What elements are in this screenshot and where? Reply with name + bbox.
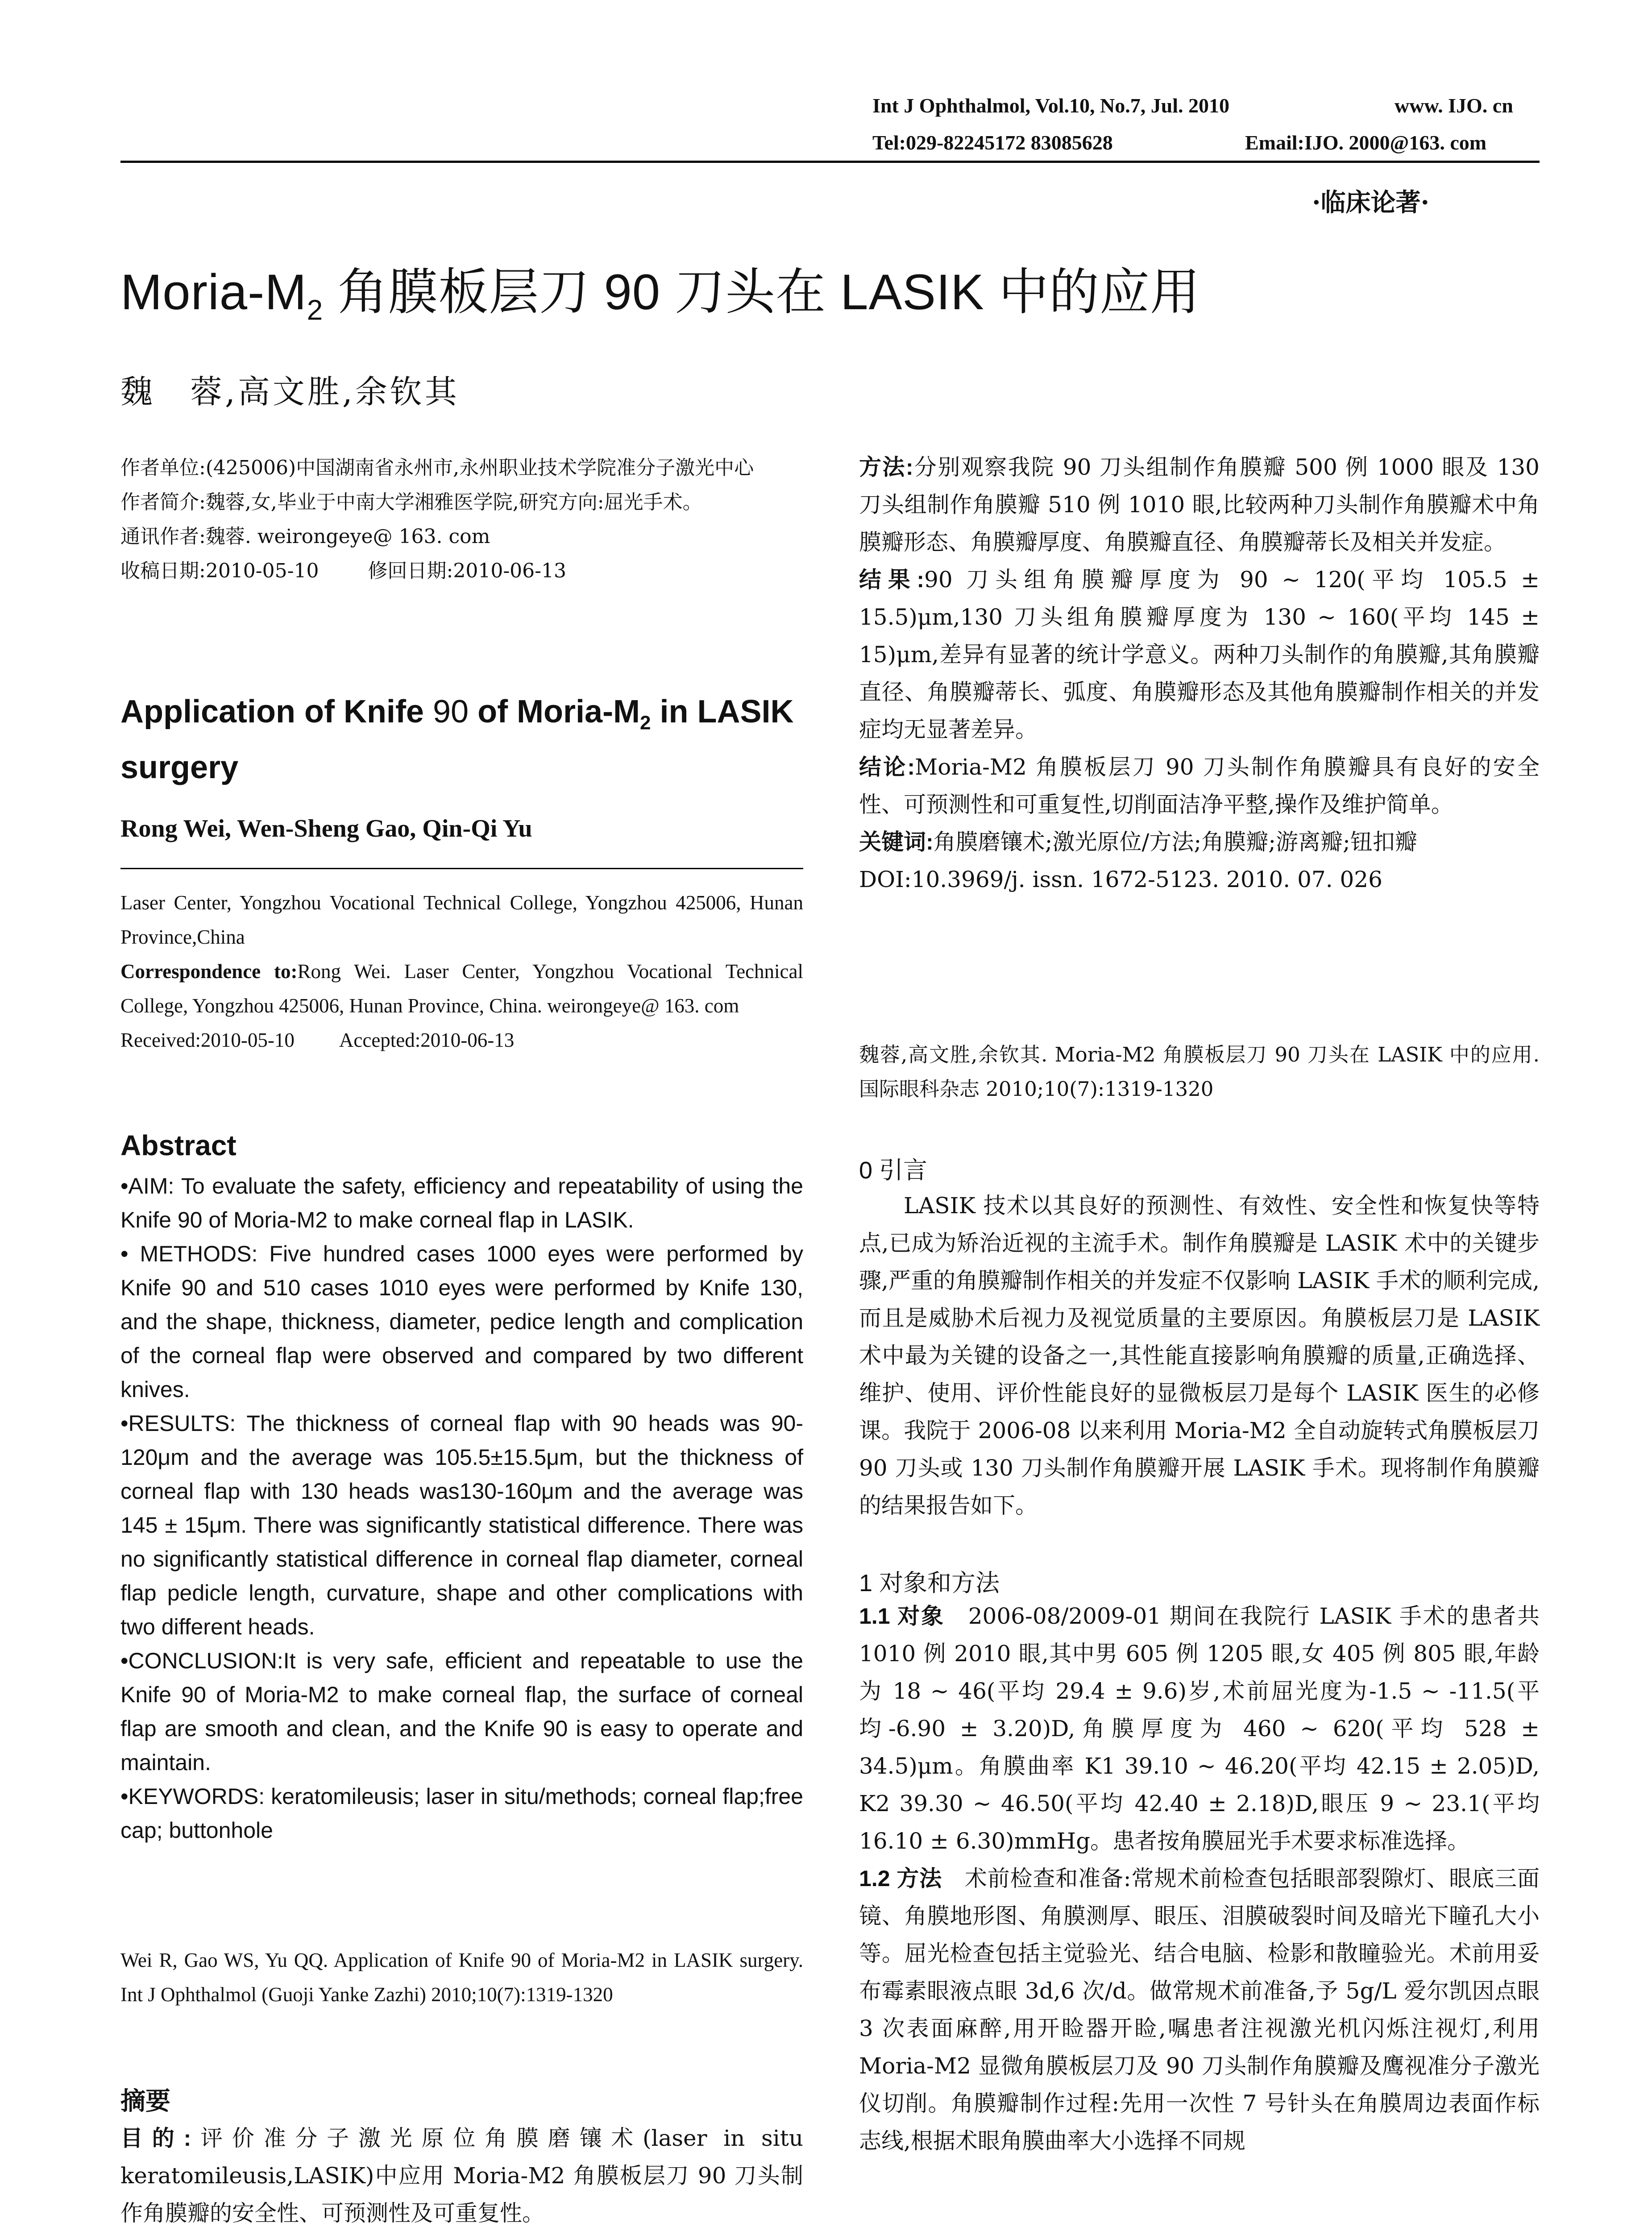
cn-aim-label: 目的: [120, 2126, 191, 2151]
journal-header-line: Int J Ophthalmol, Vol.10, No.7, Jul. 2010 [872, 94, 1230, 117]
section1-1-label: 1.1 对象 [859, 1604, 945, 1629]
en-affiliation: Laser Center, Yongzhou Vocational Technical College, Yongzhou 425006, Hunan Province,China [120, 892, 803, 948]
abstract-keywords-text: keratomileusis; laser in situ/methods; corneal flap;free cap; buttonhole [120, 1784, 803, 1843]
abstract-results: •RESULTS: The thickness of corneal flap with 90 heads was 90-120μm and the average was 105.5±15.5μm, but the thickness of corneal flap with 130 heads was130-160μm and the average was 145 ± 15μm. There was significantly statistical difference. There was no significantly statistical difference in corneal flap diameter, corneal flap pedicle length, curvature, shape and other complications with two different heads. [120, 1411, 803, 1639]
cn-keywords-text: 角膜磨镶术;激光原位/方法;角膜瓣;游离瓣;钮扣瓣 [933, 829, 1417, 855]
section1-1-paragraph [859, 1597, 1540, 1860]
cn-citation-text: 魏蓉,高文胜,余钦其. Moria-M2 角膜板层刀 90 刀头在 LASIK 中的应用. 国际眼科杂志 2010;10(7):1319-1320 [859, 1043, 1540, 1101]
journal-website: www. IJO. cn [1395, 94, 1513, 117]
cn-abstract-aim [120, 2119, 803, 2231]
cn-citation [859, 1037, 1540, 1106]
english-abstract [120, 1169, 803, 1847]
revised-date-cn: 修回日期:2010-06-13 [368, 560, 567, 582]
en-received-date: Received:2010-05-10 [120, 1029, 295, 1051]
en-title-part1: Application of Knife [120, 694, 424, 730]
author-info-cn [120, 451, 803, 588]
received-date-cn: 收稿日期:2010-05-10 [120, 560, 319, 582]
title-subscript: 2 [307, 294, 324, 326]
title-rest: 角膜板层刀 90 刀头在 LASIK 中的应用 [323, 264, 1200, 320]
cn-keywords-label: 关键词: [859, 829, 934, 854]
correspondence-cn: 通讯作者:魏蓉. weirongeye@ 163. com [120, 525, 490, 548]
cn-conclusion-text: Moria-M2 角膜板层刀 90 刀头制作角膜瓣具有良好的安全性、可预测性和可重复性,切削面洁净平整,操作及维护简单。 [859, 754, 1540, 817]
abstract-conclusion: •CONCLUSION:It is very safe, efficient and repeatable to use the Knife 90 of Moria-M2 to make corneal flap, the surface of corneal flap are smooth and clean, and the Knife 90 is easy to operate and maintain. [120, 1648, 803, 1775]
header-rule [120, 161, 1540, 163]
journal-tel: Tel:029-82245172 83085628 [872, 131, 1113, 154]
abstract-keywords-label: •KEYWORDS: [120, 1784, 265, 1809]
article-category: ·临床论著· [1312, 188, 1429, 217]
journal-email: Email:IJO. 2000@163. com [1245, 131, 1487, 154]
en-correspondence-label: Correspondence to: [120, 960, 298, 983]
section1-2-paragraph [859, 1860, 1540, 2160]
abstract-methods: • METHODS: Five hundred cases 1000 eyes were performed by Knife 90 and 510 cases 1010 eyes were performed by Knife 130, and the shape, thickness, diameter, pedice length and complication of the corneal flap were observed and compared by two different knives. [120, 1241, 803, 1402]
dates-cn [120, 554, 803, 588]
english-citation [120, 1943, 803, 2012]
cn-method-label: 方法: [859, 455, 913, 480]
en-title-part2: of Moria-M [477, 694, 640, 730]
section1-2-text: 术前检查和准备:常规术前检查包括眼部裂隙灯、眼底三面镜、角膜地形图、角膜测厚、眼压、泪膜破裂时间及暗光下瞳孔大小等。屈光检查包括主觉验光、结合电脑、检影和散瞳验光。术前用妥布霉素眼液点眼 3d,6 次/d。做常规术前准备,予 5g/L 爱尔凯因点眼 3 次表面麻醉,用开睑器开睑,嘱患者注视激光机闪烁注视灯,利用 Moria-M2 显微角膜板层刀及 90 刀头制作角膜瓣及鹰视准分子激光仪切削。角膜瓣制作过程:先用一次性 7 号针头在角膜周边表面作标志线,根据术眼角膜曲率大小选择不同规 [859, 1866, 1540, 2154]
abstract-keywords [120, 1779, 803, 1847]
abstract-aim: •AIM: To evaluate the safety, efficiency and repeatability of using the Knife 90 of Moria-M2 to make corneal flap in LASIK. [120, 1174, 803, 1232]
cn-conclusion-label: 结论: [859, 755, 915, 780]
en-correspondence [120, 954, 803, 1023]
cn-result-label: 结果: [859, 567, 925, 592]
en-accepted-date: Accepted:2010-06-13 [339, 1029, 515, 1051]
affiliation-cn: 作者单位:(425006)中国湖南省永州市,永州职业技术学院准分子激光中心 [120, 456, 754, 479]
english-title [120, 689, 803, 790]
en-correspondence-text: Rong Wei. Laser Center, Yongzhou Vocational Technical College, Yongzhou 425006, Hunan Province, China. weirongeye@ 163. com [120, 960, 803, 1017]
cn-result-text: 90 刀头组角膜瓣厚度为 90 ~ 120(平均 105.5 ± 15.5)μm,130 刀头组角膜瓣厚度为 130 ~ 160(平均 145 ± 15)μm,差异有显著的统计学意义。两种刀头制作的角膜瓣,其角膜瓣直径、角膜瓣蒂长、弧度、角膜瓣形态及其他角膜瓣制作相关的并发症均无显著差异。 [859, 567, 1540, 742]
intro-heading: 0 引言 [859, 1157, 928, 1184]
title-main: Moria-M [120, 264, 307, 320]
article-title [120, 252, 1200, 326]
abstract-heading: Abstract [120, 1129, 237, 1161]
cn-abstract-conclusion [859, 748, 1540, 823]
en-dates [120, 1023, 803, 1057]
english-authors: Rong Wei, Wen-Sheng Gao, Qin-Qi Yu [120, 815, 532, 842]
author-bio-cn: 作者简介:魏蓉,女,毕业于中南大学湘雅医学院,研究方向:屈光手术。 [120, 491, 702, 514]
section1-heading: 1 对象和方法 [859, 1570, 1000, 1597]
en-title-number: 90 [432, 694, 469, 730]
authors-cn: 魏 蓉,高文胜,余钦其 [120, 373, 460, 411]
section1-body [859, 1597, 1540, 2160]
cn-abstract-continued [859, 448, 1540, 898]
cn-abstract-aim-block [120, 2119, 803, 2231]
cn-abstract-heading: 摘要 [120, 2086, 170, 2116]
cn-aim-text: 评价准分子激光原位角膜磨镶术(laser in situ keratomileusis,LASIK)中应用 Moria-M2 角膜板层刀 90 刀头制作角膜瓣的安全性、可预测性及可重复性。 [120, 2125, 803, 2226]
english-authors-rule [120, 868, 803, 869]
section1-2-label: 1.2 方法 [859, 1866, 942, 1891]
en-title-part3: in LASIK surgery [120, 694, 794, 786]
en-title-subscript: 2 [640, 712, 651, 734]
intro-paragraph: LASIK 技术以其良好的预测性、有效性、安全性和恢复快等特点,已成为矫治近视的主流手术。制作角膜瓣是 LASIK 术中的关键步骤,严重的角膜瓣制作相关的并发症不仅影响 LASIK 手术的顺利完成,而且是威胁术后视力及视觉质量的主要原因。角膜板层刀是 LASIK 术中最为关键的设备之一,其性能直接影响角膜瓣的质量,正确选择、维护、使用、评价性能良好的显微板层刀是每个 LASIK 医生的必修课。我院于 2006-08 以来利用 Moria-M2 全自动旋转式角膜板层刀 90 刀头或 130 刀头制作角膜瓣开展 LASIK 手术。现将制作角膜瓣的结果报告如下。 [859, 1193, 1540, 1518]
cn-method-text: 分别观察我院 90 刀头组制作角膜瓣 500 例 1000 眼及 130 刀头组制作角膜瓣 510 例 1010 眼,比较两种刀头制作角膜瓣术中角膜瓣形态、角膜瓣厚度、角膜瓣直径、角膜瓣蒂长及相关并发症。 [859, 454, 1540, 555]
cn-abstract-method [859, 448, 1540, 561]
cn-abstract-keywords [859, 823, 1540, 861]
cn-abstract-result [859, 561, 1540, 748]
intro-body [859, 1187, 1540, 1524]
section1-1-text: 2006-08/2009-01 期间在我院行 LASIK 手术的患者共 1010 例 2010 眼,其中男 605 例 1205 眼,女 405 例 805 眼,年龄为 18 ~ 46(平均 29.4 ± 9.6)岁,术前屈光度为-1.5 ~ -11.5(平均-6.90 ± 3.20)D,角膜厚度为 460 ~ 620(平均 528 ± 34.5)μm。角膜曲率 K1 39.10 ~ 46.20(平均 42.15 ± 2.05)D, K2 39.30 ~ 46.50(平均 42.40 ± 2.18)D,眼压 9 ~ 23.1(平均 16.10 ± 6.30)mmHg。患者按角膜屈光手术要求标准选择。 [859, 1603, 1540, 1854]
english-citation-text: Wei R, Gao WS, Yu QQ. Application of Knife 90 of Moria-M2 in LASIK surgery. Int J Ophthalmol (Guoji Yanke Zazhi) 2010;10(7):1319-1320 [120, 1949, 803, 2006]
cn-doi: DOI:10.3969/j. issn. 1672-5123. 2010. 07. 026 [859, 867, 1382, 892]
english-author-info [120, 886, 803, 1057]
